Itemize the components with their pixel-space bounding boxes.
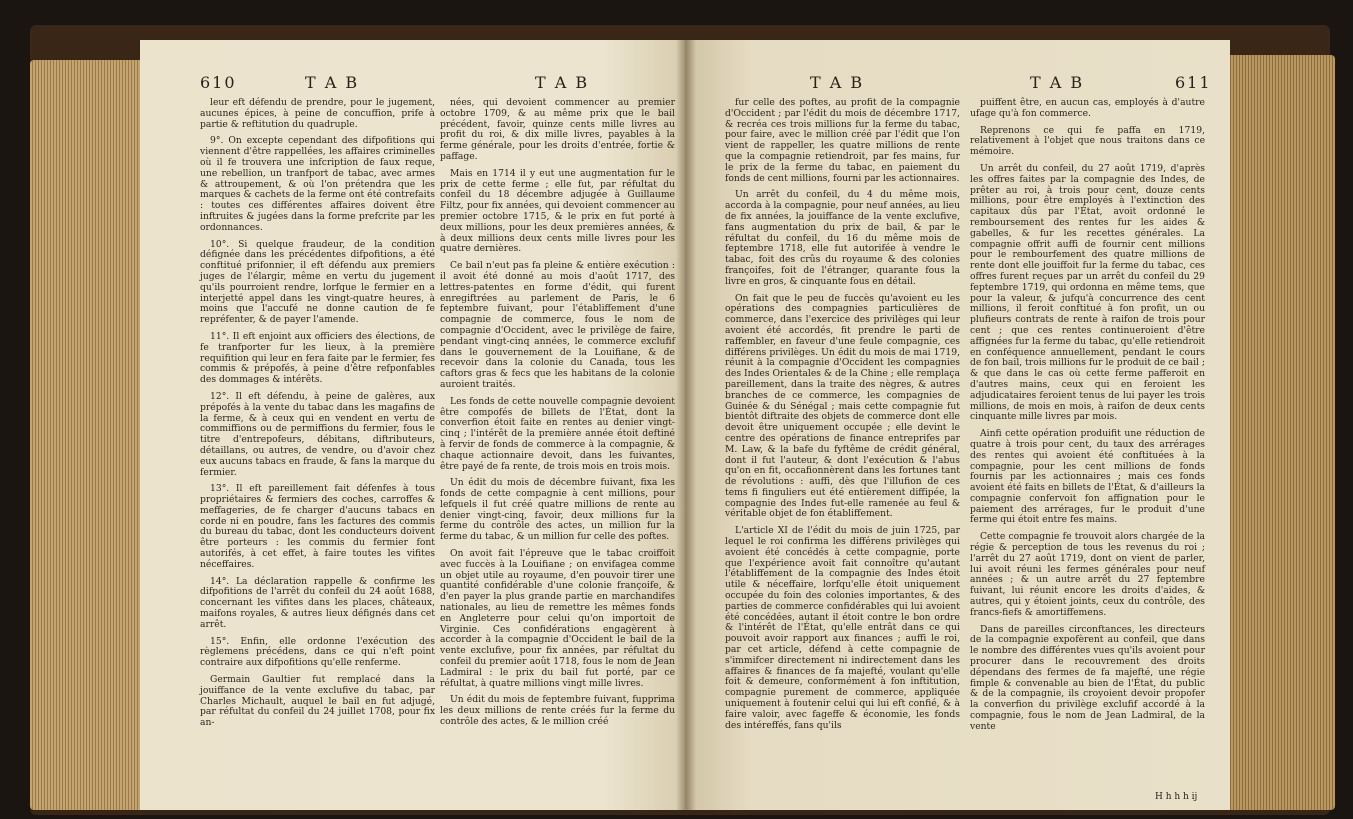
paragraph: 11°. Il eft enjoint aux officiers des élections, de fe tranfporter fur les lieux, à la première requifition qui leur en fera faite par le fermier, fes commis & prépofés, à peine d'être refponfables des dommages & intérêts. — [200, 330, 435, 386]
left-page — [140, 40, 685, 810]
paragraph: On fait que le peu de fuccès qu'avoient eu les opérations des compagnies particulières de commerce, dans l'exercice des privilèges qui leur avoient été accordés, fit prendre le parti de raffembler, en faveur d'une feule compagnie, ces différens privilèges. Un édit du mois de mai 1719, réunit à la compagnie d'Occident les compagnies des Indes Orientales & de la Chine ; elle remplaça pareillement, dans la traite des nègres, & autres branches de ce commerce, les compagnies de Guinée & du Sénégal ; mais cette compagnie fut bientôt diftraite des objets de commerce dont elle devoit être uniquement occupée ; elle devint le centre des opérations de finance entreprifes par M. Law, & la bafe du fyftême de crédit général, dont il fut l'auteur, & dont l'exécution & l'abus qu'on en fit, occafionnèrent dans les fortunes tant de révolutions : auffi, dès que l'illufion de ces tems fi finguliers eut été entièrement diffipée, la compagnie des Indes fut-elle ramenée au feul & véritable objet de fon établiffement. — [725, 292, 960, 520]
paragraph: leur eft défendu de prendre, pour le jugement, aucunes épices, à peine de concuffion, prife à partie & reftitution du quadruple. — [200, 97, 435, 130]
paragraph: 15°. Enfin, elle ordonne l'exécution des règlemens précédens, dans ce qui n'eft point contraire aux difpofitions qu'elle renferme. — [200, 635, 435, 669]
paragraph: 14°. La déclaration rappelle & confirme les difpofitions de l'arrêt du confeil du 24 août 1688, concernant les vifites dans les places, châteaux, maifons royales, & autres lieux défignés dans cet arrêt. — [200, 575, 435, 630]
page-number: 610 — [200, 73, 237, 92]
paragraph: Un édit du mois de décembre fuivant, fixa les fonds de cette compagnie à cent millions, pour lefquels il fut créé quatre millions de rente au denier vingt-cinq, favoir, deux millions fur la ferme du contrôle des actes, un million fur la ferme du tabac, & un million fur celle des poftes. — [440, 477, 675, 543]
running-head: T A B — [535, 73, 590, 92]
book-gutter — [676, 40, 696, 810]
paragraph: 9°. On excepte cependant des difpofitions qui viennent d'être rappellées, les affaires criminelles où il fe trouvera une infcription de faux reque, une rebellion, un tranfport de tabac, avec armes & attroupement, & où l'on prétendra que les marques & cachets de la ferme ont été contrefaits : toutes ces différentes affaires doivent être inftruites & jugées dans la forme prefcrite par les ordonnances. — [200, 135, 435, 233]
page-number: 611 — [1175, 73, 1212, 92]
text-column-left — [725, 98, 960, 737]
running-head: T A B — [810, 73, 865, 92]
paragraph: Cette compagnie fe trouvoit alors chargée de la régie & perception de tous les revenus du roi ; l'arrêt du 27 août 1719, dont on vient de parler, lui avoit réuni les fermes générales pour neuf années ; & un autre arrêt du 27 feptembre fuivant, lui réunit encore les droits d'aides, & autres, qui y étoient joints, ceux du contrôle, des francs-fiefs & amortiffemens. — [970, 531, 1205, 618]
text-column-right — [970, 98, 1205, 739]
paragraph: nées, qui devoient commencer au premier octobre 1709, & au même prix que le bail précédent, favoir, quinze cents mille livres au profit du roi, & dix mille livres, payables à la ferme générale, pour les droits d'entrée, fortie & paffage. — [440, 97, 675, 162]
paragraph: fur celle des poftes, au profit de la compagnie d'Occident ; par l'édit du mois de décembre 1717, & recréa ces trois millions fur la ferme du tabac, pour faire, avec le million créé par l'édit que l'on vient de rappeller, les quatre millions de rente que la compagnie retiendroit, par fes mains, fur le prix de la ferme du tabac, en paiement du fonds de cent millions, fourni par les actionnaires. — [725, 97, 960, 184]
paragraph: L'article XI de l'édit du mois de juin 1725, par lequel le roi confirma les différens privilèges qui avoient été concédés à cette compagnie, porte que l'expérience avoit fait connoître qu'autant l'établiffement de la compagnie des Indes étoit utile & néceffaire, lorfqu'elle étoit uniquement occupée du foin des colonies importantes, & des parties de commerce confidérables qui lui avoient été concédées, autant il étoit contre le bon ordre & l'intérêt de l'État, qu'elle entrât dans ce qui pouvoit avoir rapport aux finances ; auffi le roi, par cet article, défend à cette compagnie de s'immifcer directement ni indirectement dans les affaires & finances de fa majefté, voulant qu'elle foit & demeure, conformément à fon inftitution, compagnie purement de commerce, appliquée uniquement à foutenir celui qui lui eft confié, & à faire valoir, avec fageffe & économie, les fonds des intéreffés, fans qu'ils — [725, 525, 960, 731]
running-head: T A B — [1030, 73, 1085, 92]
paragraph: Ce bail n'eut pas fa pleine & entière exécution : il avoit été donné au mois d'août 1717, des lettres-patentes en forme d'édit, qui furent enregiftrées au parlement de Paris, le 6 feptembre fuivant, pour l'établiffement d'une compagnie de commerce, fous le nom de compagnie d'Occident, avec le privilège de faire, pendant vingt-cinq années, le commerce exclufif dans le gouvernement de la Louifiane, & de recevoir dans la colonie du Canada, tous les caftors gras & fecs que les habitans de la colonie auroient traités. — [440, 260, 675, 390]
running-head: T A B — [305, 73, 360, 92]
paragraph: Dans de pareilles circonftances, les directeurs de la compagnie expofèrent au confeil, que dans le nombre des différentes vues qu'ils avoient pour procurer dans le recouvrement des droits dépendans des fermes de fa majefté, une régie fimple & convenable au bien de l'État, du public & de la compagnie, ils croyoient devoir propofer la converfion du privilège exclufif accordé à la compagnie, fous le nom de Jean Ladmiral, de la vente — [970, 623, 1205, 732]
text-column-right — [440, 98, 675, 734]
right-page — [685, 40, 1230, 810]
paragraph: 12°. Il eft défendu, à peine de galères, aux prépofés à la vente du tabac dans les magafins de la ferme, & à ceux qui en vendent en vertu de commiffions ou de permiffions du fermier, fous le titre d'entrepofeurs, débitans, diftributeurs, détaillans, ou autres, de vendre, ou d'avoir chez eux aucuns tabacs en fraude, & fans la marque du fermier. — [200, 390, 435, 478]
paragraph: Mais en 1714 il y eut une augmentation fur le prix de cette ferme ; elle fut, par réfultat du confeil du 18 décembre adjugée à Guillaume Filtz, pour fix années, qui devoient commencer au premier octobre 1715, & le prix en fut porté à deux millions, pour les deux premières années, & à deux millions deux cents mille livres pour les quatre dernières. — [440, 167, 675, 255]
paragraph: Reprenons ce qui fe paffa en 1719, relativement à l'objet que nous traitons dans ce mémoire. — [970, 124, 1205, 158]
paragraph: On avoit fait l'épreuve que le tabac croiffoit avec fuccès à la Louifiane ; on envifagea comme un objet utile au royaume, d'en pouvoir tirer une quantité confidérable d'une colonie françoife, & d'en payer la plus grande partie en marchandifes nationales, au lieu de remettre les mêmes fonds en Angleterre pour celui qu'on importoit de Virginie. Ces confidérations engagèrent à accorder à la compagnie d'Occident le bail de la vente exclufive, pour fix années, par réfultat du confeil du premier août 1718, fous le nom de Jean Ladmiral : le prix du bail fut porté, par ce réfultat, à quatre millions vingt mille livres. — [440, 548, 675, 689]
paragraph: Un édit du mois de feptembre fuivant, fupprima les deux millions de rente créés fur la ferme du contrôle des actes, & le million créé — [440, 694, 675, 728]
text-column-left — [200, 98, 435, 735]
signature-mark: H h h h ij — [1155, 792, 1198, 802]
paragraph: Un arrêt du confeil, du 27 août 1719, d'après les offres faites par la compagnie des Indes, de prêter au roi, à trois pour cent, douze cents millions, pour être employés à l'extinction des capitaux dûs par l'État, avoit ordonné le remboursement des rentes fur les aides & gabelles, & fur les recettes générales. La compagnie offrit auffi de fournir cent millions pour le rembourfement des quatre millions de rente dont elle jouiffoit fur la ferme du tabac, ces offres furent reçues par un arrêt du confeil du 29 feptembre 1719, qui ordonna en même tems, que pour la valeur, & jufqu'à concurrence des cent millions, il feroit conftitué à fon profit, un ou plufieurs contrats de rente à raifon de trois pour cent ; que ces rentes continueroient d'être affignées fur la ferme du tabac, qu'elle retiendroit en conféquence annuellement, pendant le cours de fon bail, trois millions fur le produit de ce bail ; & que dans le cas où cette ferme pafferoit en d'autres mains, ceux qui en feroient les adjudicataires feroient tenus de lui payer les trois millions, de mois en mois, à raifon de deux cents cinquante mille livres par mois. — [970, 162, 1205, 423]
paragraph: 10°. Si quelque fraudeur, de la condition défignée dans les précédentes difpofitions, a été conftitué prifonnier, il eft défendu aux premiers juges de l'élargir, même en vertu du jugement qu'ils pourroient rendre, lorfque le fermier en a interjetté appel dans les vingt-quatre heures, à moins que l'accufé ne donne caution de fe repréfenter, & de payer l'amende. — [200, 238, 435, 326]
paragraph: Un arrêt du confeil, du 4 du même mois, accorda à la compagnie, pour neuf années, au lieu de fix années, la jouiffance de la vente exclufive, fans augmentation du prix de bail, & par le réfultat du confeil, du 16 du même mois de feptembre 1718, elle fut autorifée à vendre le tabac, foit des crûs du royaume & des colonies françoifes, foit de l'étranger, quarante fous la livre en gros, & cinquante fous en détail. — [725, 189, 960, 287]
page-edges-left — [30, 60, 140, 810]
paragraph: Germain Gaultier fut remplacé dans la jouiffance de la vente exclufive du tabac, par Charles Michault, auquel le bail en fut adjugé, par réfultat du confeil du 24 juillet 1708, pour fix an- — [200, 674, 435, 729]
paragraph: Ainfi cette opération produifit une réduction de quatre à trois pour cent, du taux des arrérages des rentes qui avoient été conftituées à la compagnie, pour les cent millions de fonds fournis par les actionnaires ; mais ces fonds avoient été faits en billets de l'État, & d'ailleurs la compagnie confervoit fon affignation pour le paiement des arrérages, fur le produit d'une ferme qui étoit entre fes mains. — [970, 428, 1205, 526]
page-edges-right — [1225, 55, 1335, 810]
paragraph: Les fonds de cette nouvelle compagnie devoient être compofés de billets de l'État, dont la converfion étoit faite en rentes au denier vingt-cinq ; l'intérêt de la première année étoit deftiné à fervir de fonds de commerce à la compagnie, & chaque actionnaire devoit, dans les fuivantes, être payé de fa rente, de trois mois en trois mois. — [440, 395, 675, 472]
paragraph: 13°. Il eft pareillement fait défenfes à tous propriétaires & fermiers des coches, carroffes & meffageries, de fe charger d'aucuns tabacs en corde ni en poudre, fans les factures des commis du bureau du tabac, dont les conducteurs doivent être porteurs : les commis du fermier font autorifés, à cet effet, à faire toutes les vifites néceffaires. — [200, 483, 435, 570]
paragraph: puiffent être, en aucun cas, employés à d'autre ufage qu'à fon commerce. — [970, 97, 1205, 119]
